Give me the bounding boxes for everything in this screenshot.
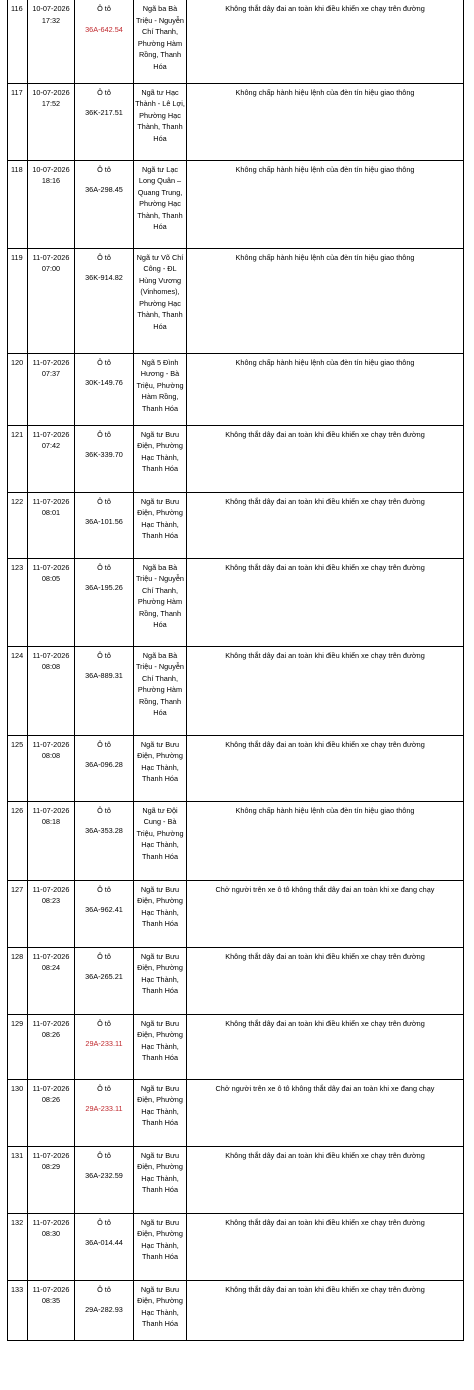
datetime-cell	[28, 425, 75, 492]
location-cell: Ngã tư Bưu Điện, Phường Hạc Thành, Thanh Hóa	[134, 492, 187, 558]
violation-cell: Không thắt dây đai an toàn khi điều khiển xe chạy trên đường	[187, 1014, 464, 1079]
datetime-cell	[28, 735, 75, 801]
row-number: 118	[8, 160, 28, 248]
table-row	[8, 0, 464, 83]
row-number: 119	[8, 248, 28, 353]
row-number: 121	[8, 425, 28, 492]
time-text: 07:00	[41, 264, 61, 274]
time-text: 17:32	[41, 15, 61, 25]
date-text: 11-07-2026	[32, 562, 70, 572]
vehicle-type: Ô tô	[97, 1284, 111, 1294]
vehicle-cell	[75, 353, 134, 425]
license-plate: 29A-282.93	[85, 1305, 123, 1315]
time-text: 08:08	[41, 751, 61, 761]
violation-cell: Không thắt dây đai an toàn khi điều khiển xe chạy trên đường	[187, 1213, 464, 1280]
datetime-cell	[28, 1079, 75, 1146]
table-row	[8, 160, 464, 248]
table-row	[8, 947, 464, 1014]
vehicle-cell	[75, 1014, 134, 1079]
license-plate: 30K-149.76	[85, 378, 123, 388]
datetime-cell	[28, 1014, 75, 1079]
license-plate: 36K-914.82	[85, 273, 123, 283]
time-text: 08:26	[41, 1095, 61, 1105]
row-number: 125	[8, 735, 28, 801]
vehicle-type: Ô tô	[97, 429, 111, 439]
row-number: 133	[8, 1280, 28, 1340]
vehicle-cell	[75, 801, 134, 880]
table-row	[8, 248, 464, 353]
license-plate: 36A-962.41	[85, 905, 123, 915]
vehicle-type: Ô tô	[97, 164, 111, 174]
violations-table	[7, 0, 464, 1341]
violation-cell: Không thắt dây đai an toàn khi điều khiển xe chạy trên đường	[187, 0, 464, 83]
location-cell: Ngã tư Hạc Thành - Lê Lợi, Phường Hạc Thành, Thanh Hóa	[134, 83, 187, 160]
date-text: 11-07-2026	[32, 805, 70, 815]
location-cell: Ngã tư Bưu Điện, Phường Hạc Thành, Thanh Hóa	[134, 425, 187, 492]
vehicle-type: Ô tô	[97, 739, 111, 749]
vehicle-type: Ô tô	[97, 951, 111, 961]
vehicle-cell	[75, 646, 134, 735]
license-plate: 36A-101.56	[85, 517, 123, 527]
datetime-cell	[28, 801, 75, 880]
violation-cell: Không thắt dây đai an toàn khi điều khiển xe chạy trên đường	[187, 1146, 464, 1213]
date-text: 10-07-2026	[32, 164, 70, 174]
location-cell: Ngã tư Bưu Điện, Phường Hạc Thành, Thanh Hóa	[134, 880, 187, 947]
date-text: 11-07-2026	[32, 1083, 70, 1093]
location-cell: Ngã tư Đội Cung - Bà Triệu, Phường Hạc Thành, Thanh Hóa	[134, 801, 187, 880]
table-row	[8, 1280, 464, 1340]
license-plate: 29A-233.11	[85, 1104, 123, 1114]
table-row	[8, 1213, 464, 1280]
violation-cell: Không thắt dây đai an toàn khi điều khiển xe chạy trên đường	[187, 735, 464, 801]
time-text: 08:35	[41, 1296, 61, 1306]
table-row	[8, 801, 464, 880]
datetime-cell	[28, 947, 75, 1014]
table-row	[8, 1146, 464, 1213]
vehicle-cell	[75, 83, 134, 160]
time-text: 08:05	[41, 574, 61, 584]
row-number: 124	[8, 646, 28, 735]
datetime-cell	[28, 1213, 75, 1280]
datetime-cell	[28, 353, 75, 425]
vehicle-cell	[75, 160, 134, 248]
date-text: 11-07-2026	[32, 357, 70, 367]
datetime-cell	[28, 646, 75, 735]
row-number: 129	[8, 1014, 28, 1079]
time-text: 08:23	[41, 896, 61, 906]
row-number: 132	[8, 1213, 28, 1280]
vehicle-cell	[75, 1213, 134, 1280]
violation-cell: Không chấp hành hiệu lệnh của đèn tín hiệu giao thông	[187, 353, 464, 425]
table-row	[8, 1014, 464, 1079]
table-row	[8, 1079, 464, 1146]
license-plate: 36A-889.31	[85, 671, 123, 681]
row-number: 126	[8, 801, 28, 880]
date-text: 11-07-2026	[32, 1150, 70, 1160]
location-cell: Ngã tư Bưu Điện, Phường Hạc Thành, Thanh Hóa	[134, 735, 187, 801]
row-number: 123	[8, 558, 28, 646]
violation-cell: Không thắt dây đai an toàn khi điều khiển xe chạy trên đường	[187, 558, 464, 646]
location-cell: Ngã tư Bưu Điện, Phường Hạc Thành, Thanh Hóa	[134, 947, 187, 1014]
table-row	[8, 735, 464, 801]
violation-cell: Không thắt dây đai an toàn khi điều khiển xe chạy trên đường	[187, 425, 464, 492]
location-cell: Ngã tư Bưu Điện, Phường Hạc Thành, Thanh Hóa	[134, 1079, 187, 1146]
datetime-cell	[28, 160, 75, 248]
location-cell: Ngã tư Bưu Điện, Phường Hạc Thành, Thanh Hóa	[134, 1280, 187, 1340]
row-number: 127	[8, 880, 28, 947]
vehicle-type: Ô tô	[97, 805, 111, 815]
license-plate: 36A-642.54	[85, 24, 123, 34]
license-plate: 36A-265.21	[85, 972, 123, 982]
row-number: 117	[8, 83, 28, 160]
datetime-cell	[28, 558, 75, 646]
datetime-cell	[28, 880, 75, 947]
vehicle-cell	[75, 735, 134, 801]
license-plate: 36K-339.70	[85, 450, 123, 460]
vehicle-cell	[75, 947, 134, 1014]
location-cell: Ngã tư Võ Chí Công - ĐL Hùng Vương (Vinhomes), Phường Hạc Thành, Thanh Hóa	[134, 248, 187, 353]
row-number: 130	[8, 1079, 28, 1146]
date-text: 11-07-2026	[32, 884, 70, 894]
date-text: 11-07-2026	[32, 496, 70, 506]
violation-cell: Không thắt dây đai an toàn khi điều khiển xe chạy trên đường	[187, 492, 464, 558]
time-text: 07:37	[41, 369, 61, 379]
time-text: 08:01	[41, 508, 61, 518]
row-number: 116	[8, 0, 28, 83]
vehicle-type: Ô tô	[97, 1083, 111, 1093]
vehicle-cell	[75, 1280, 134, 1340]
table-row	[8, 558, 464, 646]
vehicle-type: Ô tô	[97, 650, 111, 660]
time-text: 08:30	[41, 1229, 61, 1239]
time-text: 08:08	[41, 662, 61, 672]
date-text: 10-07-2026	[32, 4, 70, 13]
date-text: 11-07-2026	[32, 650, 70, 660]
violation-cell: Không chấp hành hiệu lệnh của đèn tín hiệu giao thông	[187, 160, 464, 248]
date-text: 11-07-2026	[32, 252, 70, 262]
time-text: 17:52	[41, 99, 61, 109]
location-cell: Ngã tư Lạc Long Quân – Quang Trung, Phường Hạc Thành, Thanh Hóa	[134, 160, 187, 248]
violation-cell: Không chấp hành hiệu lệnh của đèn tín hiệu giao thông	[187, 248, 464, 353]
license-plate: 36A-232.59	[85, 1171, 123, 1181]
license-plate: 36A-096.28	[85, 760, 123, 770]
vehicle-cell	[75, 0, 134, 83]
table-row	[8, 83, 464, 160]
violations-table-body	[8, 0, 464, 1340]
license-plate: 36A-353.28	[85, 826, 123, 836]
location-cell: Ngã tư Bưu Điện, Phường Hạc Thành, Thanh Hóa	[134, 1213, 187, 1280]
license-plate: 29A-233.11	[85, 1039, 123, 1049]
datetime-cell	[28, 83, 75, 160]
table-row	[8, 646, 464, 735]
datetime-cell	[28, 1280, 75, 1340]
datetime-cell	[28, 492, 75, 558]
location-cell: Ngã tư Bưu Điện, Phường Hạc Thành, Thanh Hóa	[134, 1146, 187, 1213]
vehicle-type: Ô tô	[97, 1150, 111, 1160]
license-plate: 36A-195.26	[85, 583, 123, 593]
location-cell: Ngã tư Bưu Điện, Phường Hạc Thành, Thanh Hóa	[134, 1014, 187, 1079]
vehicle-type: Ô tô	[97, 87, 111, 97]
date-text: 11-07-2026	[32, 739, 70, 749]
vehicle-type: Ô tô	[97, 357, 111, 367]
table-row	[8, 425, 464, 492]
vehicle-type: Ô tô	[97, 1018, 111, 1028]
location-cell: Ngã ba Bà Triệu - Nguyễn Chí Thanh, Phường Hàm Rồng, Thanh Hóa	[134, 558, 187, 646]
datetime-cell	[28, 248, 75, 353]
violation-cell: Không thắt dây đai an toàn khi điều khiển xe chạy trên đường	[187, 947, 464, 1014]
vehicle-type: Ô tô	[97, 496, 111, 506]
location-cell: Ngã ba Bà Triệu - Nguyễn Chí Thanh, Phường Hàm Rồng, Thanh Hóa	[134, 646, 187, 735]
vehicle-type: Ô tô	[97, 4, 111, 13]
license-plate: 36A-014.44	[85, 1238, 123, 1248]
row-number: 120	[8, 353, 28, 425]
vehicle-cell	[75, 558, 134, 646]
time-text: 08:29	[41, 1162, 61, 1172]
datetime-cell	[28, 1146, 75, 1213]
table-row	[8, 353, 464, 425]
violation-cell: Không chấp hành hiệu lệnh của đèn tín hiệu giao thông	[187, 801, 464, 880]
date-text: 11-07-2026	[32, 429, 70, 439]
date-text: 10-07-2026	[32, 87, 70, 97]
date-text: 11-07-2026	[32, 1018, 70, 1028]
vehicle-type: Ô tô	[97, 252, 111, 262]
violation-cell: Chở người trên xe ô tô không thắt dây đai an toàn khi xe đang chạy	[187, 880, 464, 947]
time-text: 08:24	[41, 963, 61, 973]
license-plate: 36A-298.45	[85, 185, 123, 195]
vehicle-cell	[75, 425, 134, 492]
violation-cell: Chở người trên xe ô tô không thắt dây đai an toàn khi xe đang chạy	[187, 1079, 464, 1146]
row-number: 128	[8, 947, 28, 1014]
location-cell: Ngã 5 Đình Hương - Bà Triệu, Phường Hàm Rồng, Thanh Hóa	[134, 353, 187, 425]
date-text: 11-07-2026	[32, 951, 70, 961]
vehicle-cell	[75, 248, 134, 353]
vehicle-type: Ô tô	[97, 562, 111, 572]
location-cell: Ngã ba Bà Triệu - Nguyễn Chí Thanh, Phường Hàm Rồng, Thanh Hóa	[134, 0, 187, 83]
row-number: 122	[8, 492, 28, 558]
table-row	[8, 880, 464, 947]
violation-cell: Không chấp hành hiệu lệnh của đèn tín hiệu giao thông	[187, 83, 464, 160]
license-plate: 36K-217.51	[85, 108, 123, 118]
vehicle-cell	[75, 492, 134, 558]
datetime-cell	[28, 0, 75, 83]
time-text: 07:42	[41, 441, 61, 451]
vehicle-cell	[75, 1146, 134, 1213]
time-text: 18:16	[41, 176, 61, 186]
violation-cell: Không thắt dây đai an toàn khi điều khiển xe chạy trên đường	[187, 646, 464, 735]
date-text: 11-07-2026	[32, 1284, 70, 1294]
vehicle-cell	[75, 880, 134, 947]
time-text: 08:18	[41, 817, 61, 827]
time-text: 08:26	[41, 1030, 61, 1040]
violation-cell: Không thắt dây đai an toàn khi điều khiển xe chạy trên đường	[187, 1280, 464, 1340]
date-text: 11-07-2026	[32, 1217, 70, 1227]
row-number: 131	[8, 1146, 28, 1213]
table-row	[8, 492, 464, 558]
vehicle-type: Ô tô	[97, 884, 111, 894]
vehicle-cell	[75, 1079, 134, 1146]
vehicle-type: Ô tô	[97, 1217, 111, 1227]
